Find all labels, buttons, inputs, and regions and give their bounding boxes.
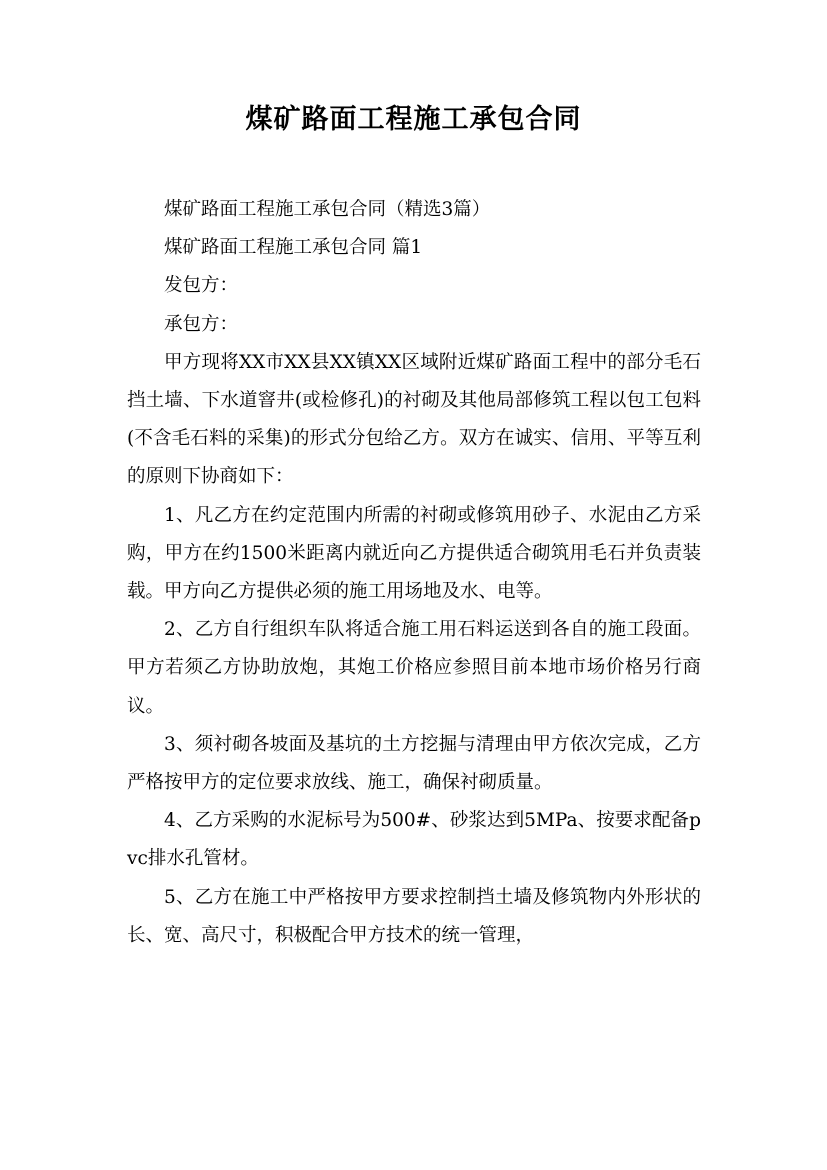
- paragraph-party-a: 发包方：: [164, 275, 239, 297]
- paragraph-intro: 甲方现将XX市XX县XX镇XX区域附近煤矿路面工程中的部分毛石挡土墙、下水道窨井(或检修孔)的衬砌及其他局部修筑工程以包工包料(不含毛石料的采集)的形式分包给乙方。双方在诚实、信用、平等互利的原则下协商如下：: [127, 351, 701, 488]
- document-body: [127, 191, 701, 955]
- paragraph-clause-2: 2、乙方自行组织车队将适合施工用石料运送到各自的施工段面。甲方若须乙方协助放炮，其炮工价格应参照目前本地市场价格另行商议。: [127, 619, 701, 717]
- paragraph-clause-1: 1、凡乙方在约定范围内所需的衬砌或修筑用砂子、水泥由乙方采购，甲方在约1500米距离内就近向乙方提供适合砌筑用毛石并负责装载。甲方向乙方提供必须的施工用场地及水、电等。: [127, 504, 701, 603]
- paragraph-subtitle: 煤矿路面工程施工承包合同（精选3篇）: [164, 199, 491, 220]
- paragraph-clause-5: 5、乙方在施工中严格按甲方要求控制挡土墙及修筑物内外形状的长、宽、高尺寸，积极配合甲方技术的统一管理，: [127, 886, 701, 946]
- document-title: 煤矿路面工程施工承包合同: [245, 104, 582, 135]
- paragraph-clause-4: 4、乙方采购的水泥标号为500#、砂浆达到5MPa、按要求配备pvc排水孔管材。: [127, 810, 701, 870]
- paragraph-clause-3: 3、须衬砌各坡面及基坑的土方挖掘与清理由甲方依次完成，乙方严格按甲方的定位要求放线、施工，确保衬砌质量。: [127, 733, 701, 794]
- paragraph-section-heading: 煤矿路面工程施工承包合同 篇1: [164, 237, 423, 259]
- paragraph-party-b: 承包方：: [164, 313, 239, 335]
